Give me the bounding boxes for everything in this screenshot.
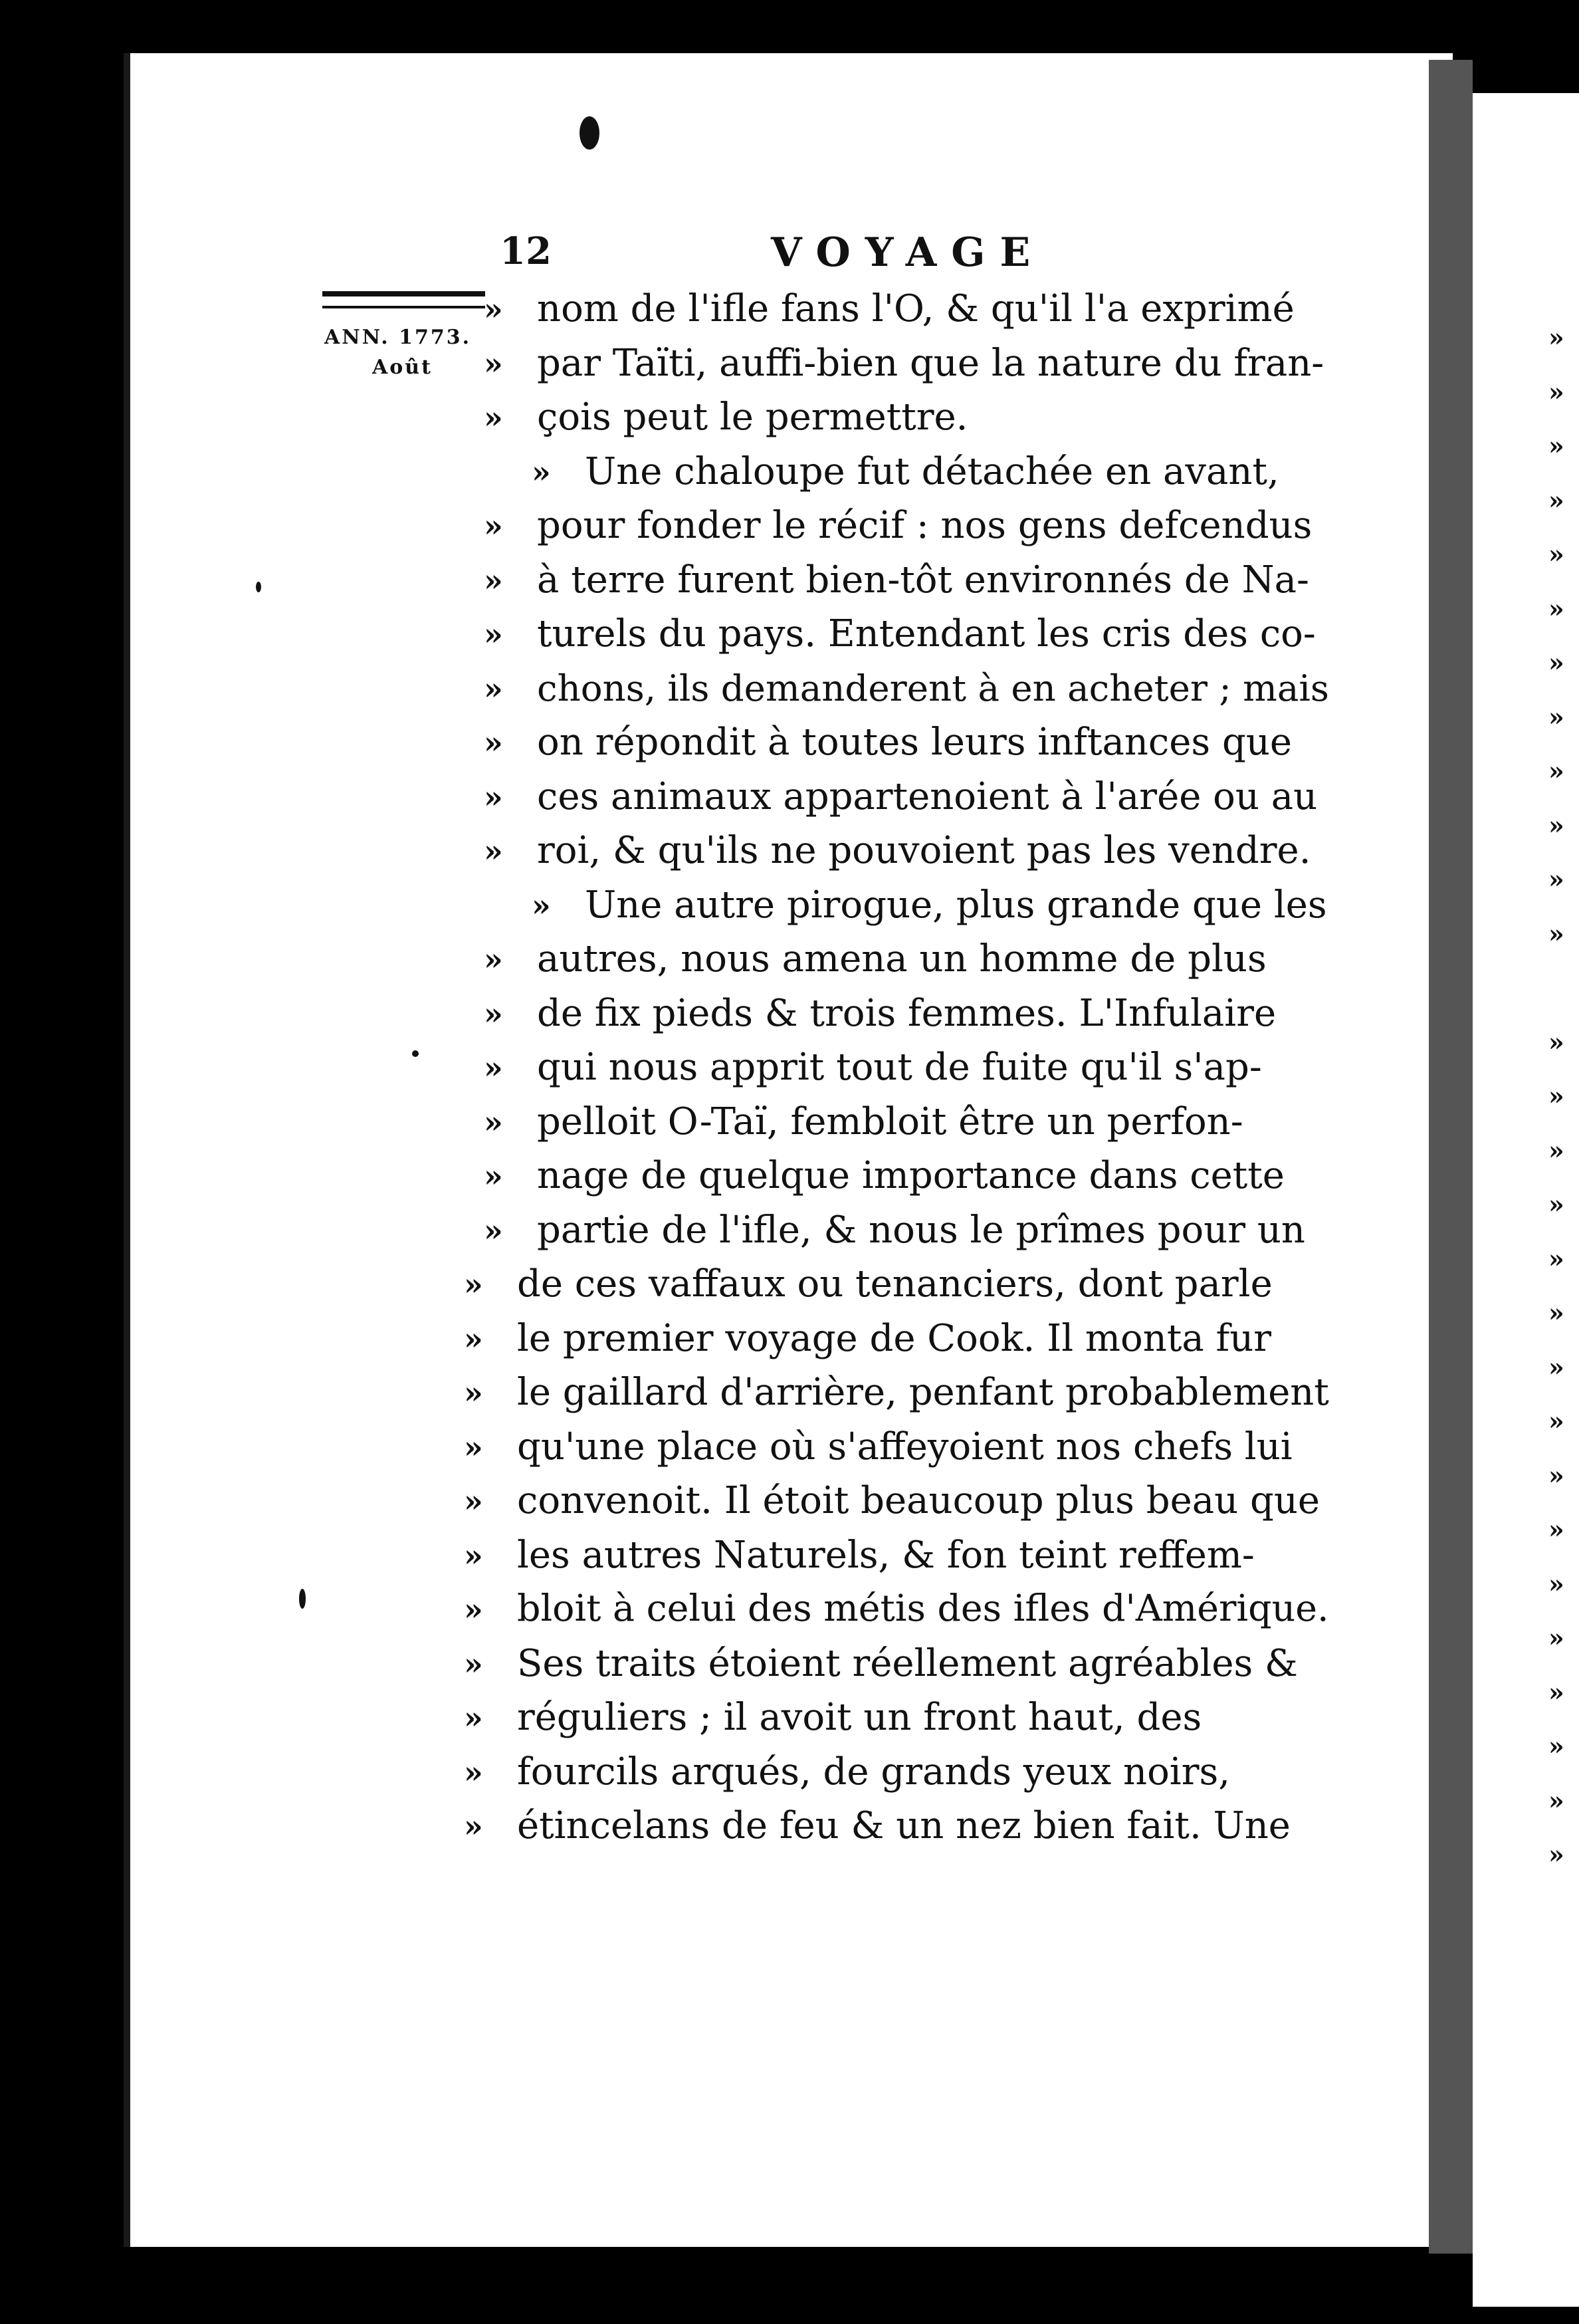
- facing-page-quote-mark: »: [1548, 1785, 1564, 1815]
- text-line: Une autre pirogue, plus grande que les: [585, 883, 1327, 927]
- scan-speck: [579, 116, 599, 150]
- margin-note-year: ANN. 1773.: [324, 326, 472, 349]
- facing-page-quote-mark: »: [1548, 322, 1564, 352]
- facing-page-quote-mark: »: [1548, 1731, 1564, 1761]
- left-quote-mark: »: [464, 1754, 483, 1790]
- margin-rule: [322, 291, 485, 308]
- left-quote-mark: »: [484, 1158, 503, 1194]
- text-line: à terre furent bien-tôt environnés de Na-: [537, 558, 1309, 602]
- left-quote-mark: »: [464, 1266, 483, 1302]
- left-quote-mark: »: [532, 887, 551, 923]
- text-line: les autres Naturels, & fon teint reffem-: [517, 1533, 1255, 1577]
- text-line: le gaillard d'arrière, penfant probablement: [517, 1371, 1329, 1414]
- page-header: [0, 229, 1579, 283]
- text-line: convenoit. Il étoit beaucoup plus beau que: [517, 1479, 1320, 1522]
- facing-page-quote-mark: »: [1548, 864, 1564, 894]
- left-quote-mark: »: [464, 1645, 483, 1682]
- facing-page-quote-mark: »: [1548, 1351, 1564, 1382]
- left-quote-mark: »: [532, 453, 551, 490]
- facing-page-quote-mark: »: [1548, 593, 1564, 624]
- text-line: roi, & qu'ils ne pouvoient pas les vendre.: [537, 829, 1311, 872]
- text-line: par Taïti, auffi-bien que la nature du fran-: [537, 341, 1324, 385]
- left-quote-mark: »: [484, 1104, 503, 1140]
- text-line: turels du pays. Entendant les cris des co-: [537, 612, 1316, 655]
- facing-page-quote-mark: »: [1548, 1189, 1564, 1219]
- text-line: nage de quelque importance dans cette: [537, 1154, 1285, 1197]
- left-quote-mark: »: [464, 1591, 483, 1627]
- scan-speck: [299, 1589, 306, 1609]
- left-quote-mark: »: [464, 1483, 483, 1519]
- left-quote-mark: »: [484, 1212, 503, 1248]
- text-line: réguliers ; il avoit un front haut, des: [517, 1696, 1202, 1739]
- scan-speck: [412, 1050, 419, 1057]
- left-quote-mark: »: [484, 400, 503, 435]
- facing-page-quote-mark: »: [1548, 431, 1564, 461]
- text-line: çois peut le permettre.: [537, 396, 968, 439]
- text-line: ces animaux appartenoient à l'arée ou au: [537, 774, 1318, 818]
- facing-page-quote-mark: »: [1548, 539, 1564, 569]
- left-quote-mark: »: [484, 562, 503, 598]
- text-line: le premier voyage de Cook. Il monta fur: [517, 1316, 1272, 1360]
- left-quote-mark: »: [484, 941, 503, 977]
- left-quote-mark: »: [484, 616, 503, 652]
- facing-page-quote-mark: »: [1548, 485, 1564, 515]
- left-quote-mark: »: [484, 508, 503, 544]
- left-quote-mark: »: [464, 1700, 483, 1736]
- facing-page-quote-mark: »: [1548, 1081, 1564, 1111]
- left-quote-mark: »: [484, 345, 503, 382]
- text-line: autres, nous amena un homme de plus: [537, 937, 1267, 981]
- facing-page-edge: [1429, 60, 1473, 2254]
- facing-page-quote-mark: »: [1548, 1135, 1564, 1165]
- margin-note-month: Août: [372, 356, 433, 379]
- facing-page-quote-mark: »: [1548, 756, 1564, 786]
- facing-page-quote-mark: »: [1548, 1568, 1564, 1599]
- facing-page-quote-mark: »: [1548, 1623, 1564, 1653]
- text-line: qu'une place où s'affeyoient nos chefs lui: [517, 1425, 1293, 1468]
- text-line: pour fonder le récif : nos gens defcendus: [537, 504, 1313, 547]
- facing-page-quote-mark: »: [1548, 701, 1564, 732]
- facing-page-quote-mark: »: [1548, 1026, 1564, 1057]
- facing-page-quote-mark: »: [1548, 1298, 1564, 1328]
- facing-page-quote-mark: »: [1548, 647, 1564, 677]
- facing-page-quote-mark: »: [1548, 918, 1564, 949]
- facing-page-quote-mark: »: [1548, 1243, 1564, 1274]
- facing-page-quote-mark: »: [1548, 1839, 1564, 1869]
- left-quote-mark: »: [464, 1375, 483, 1411]
- left-quote-mark: »: [484, 778, 503, 815]
- left-quote-mark: »: [464, 1537, 483, 1573]
- text-line: pelloit O-Taï, fembloit être un perfon-: [537, 1100, 1243, 1143]
- left-quote-mark: »: [464, 1429, 483, 1465]
- text-line: de ces vaffaux ou tenanciers, dont parle: [517, 1262, 1273, 1306]
- left-quote-mark: »: [484, 995, 503, 1032]
- text-line: fourcils arqués, de grands yeux noirs,: [517, 1750, 1231, 1794]
- facing-page-quote-mark: »: [1548, 1406, 1564, 1436]
- running-title: VOYAGE: [771, 229, 1045, 276]
- text-line: on répondit à toutes leurs inftances que: [537, 721, 1293, 764]
- text-line: partie de l'ifle, & nous le prîmes pour un: [537, 1208, 1305, 1252]
- text-line: chons, ils demanderent à en acheter ; mais: [537, 666, 1329, 709]
- scan-speck: [256, 582, 261, 592]
- left-quote-mark: »: [464, 1320, 483, 1357]
- left-quote-mark: »: [484, 670, 503, 707]
- facing-page-quote-mark: »: [1548, 1460, 1564, 1490]
- text-line: étincelans de feu & un nez bien fait. Une: [517, 1804, 1291, 1847]
- left-quote-mark: »: [464, 1808, 483, 1844]
- facing-page-quote-mark: »: [1548, 376, 1564, 407]
- left-quote-mark: »: [484, 1050, 503, 1086]
- text-line: nom de l'ifle fans l'O, & qu'il l'a exprimé: [537, 287, 1295, 330]
- text-line: de fix pieds & trois femmes. L'Infulaire: [537, 991, 1277, 1035]
- text-line: Ses traits étoient réellement agréables &: [517, 1641, 1298, 1685]
- left-quote-mark: »: [484, 833, 503, 869]
- facing-page-quote-mark: »: [1548, 1677, 1564, 1707]
- left-quote-mark: »: [484, 725, 503, 760]
- left-quote-mark: »: [484, 291, 503, 327]
- text-line: qui nous apprit tout de fuite qu'il s'ap-: [537, 1046, 1262, 1089]
- page-number: 12: [500, 229, 552, 273]
- text-line: bloit à celui des métis des ifles d'Amérique.: [517, 1587, 1329, 1630]
- facing-page-quote-mark: »: [1548, 810, 1564, 840]
- facing-page-quote-mark: »: [1548, 1514, 1564, 1544]
- text-line: Une chaloupe fut détachée en avant,: [585, 449, 1279, 493]
